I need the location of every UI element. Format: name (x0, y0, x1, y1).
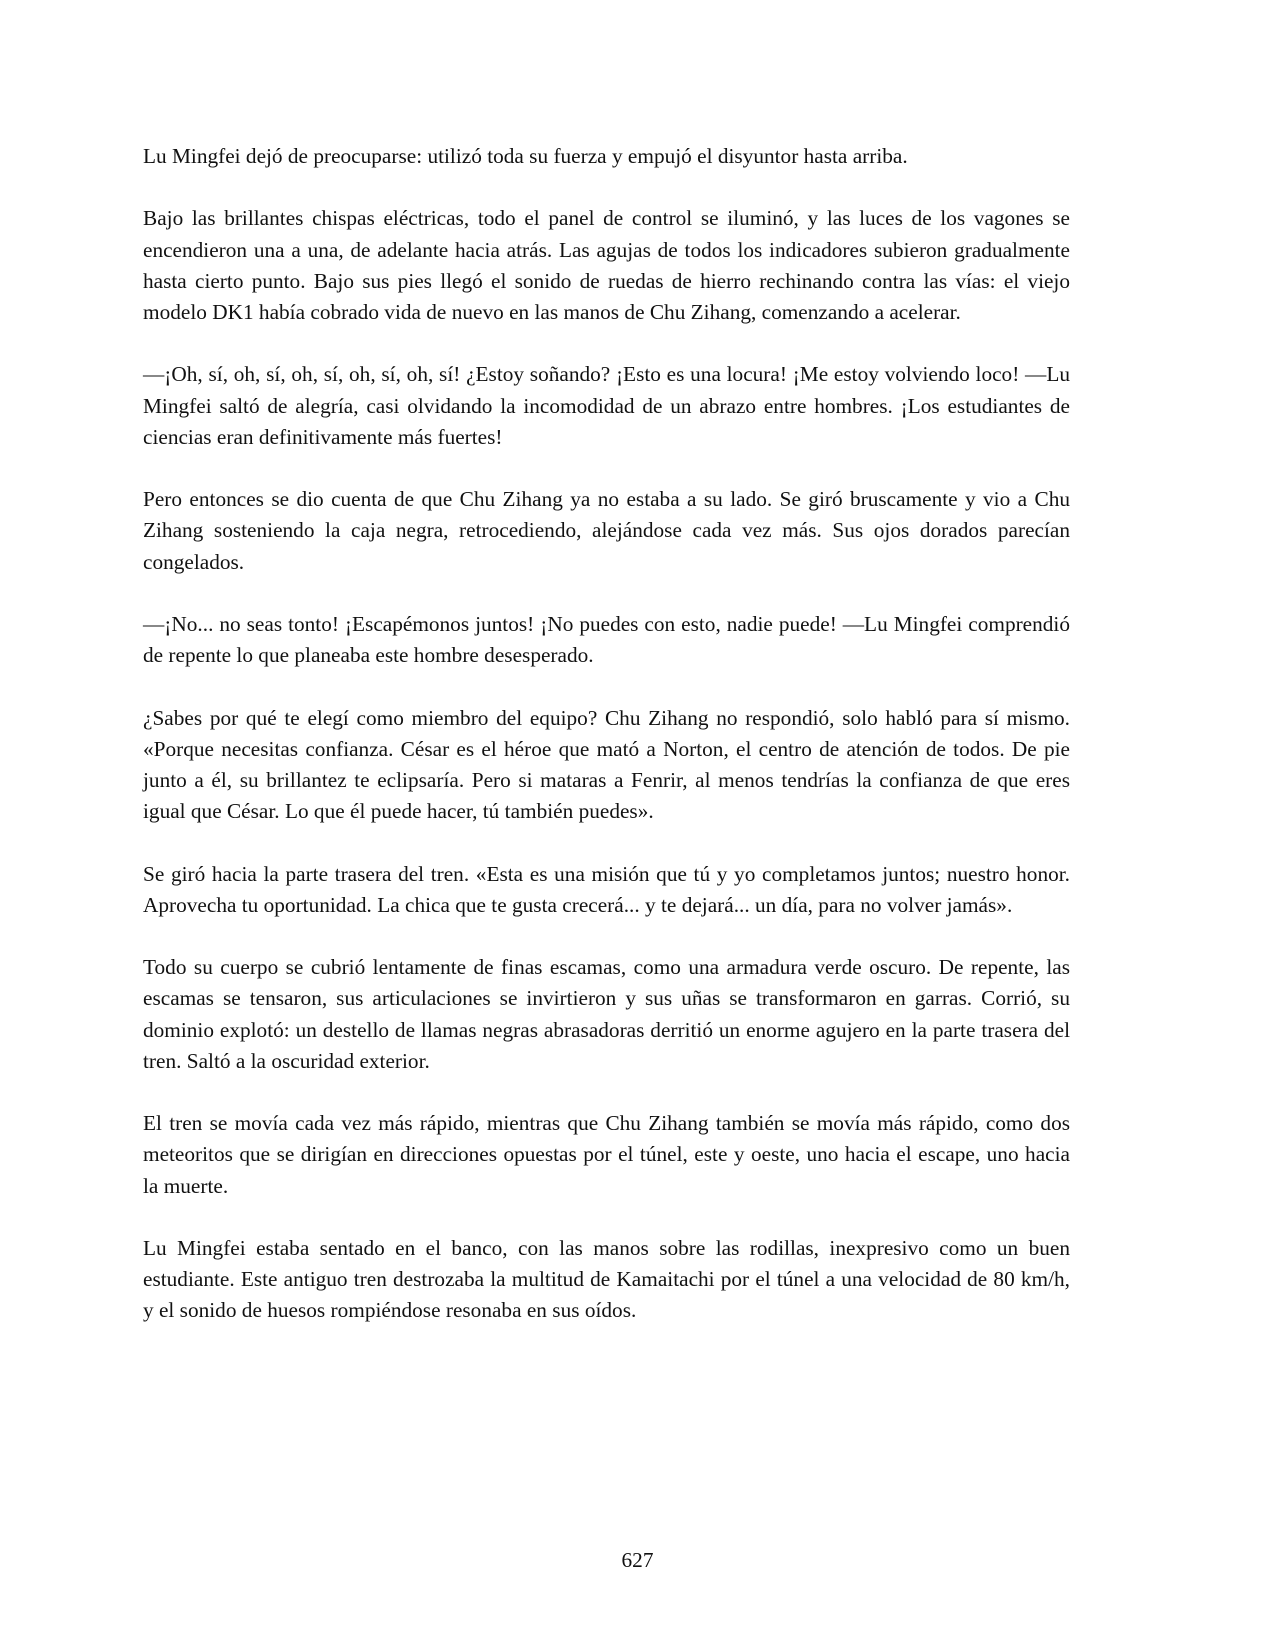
paragraph-6: ¿Sabes por qué te elegí como miembro del equipo? Chu Zihang no respondió, solo habló para sí mismo. «Porque necesitas confianza. César es el héroe que mató a Norton, el centro de atención de todos. De pie junto a él, su brillantez te eclipsaría. Pero si mataras a Fenrir, al menos tendrías la confianza de que eres igual que César. Lo que él puede hacer, tú también puedes». (143, 705, 1070, 824)
paragraph-3: —¡Oh, sí, oh, sí, oh, sí, oh, sí, oh, sí! ¿Estoy soñando? ¡Esto es una locura! ¡Me estoy volviendo loco! —Lu Mingfei saltó de alegría, casi olvidando la incomodidad de un abrazo entre hombres. ¡Los estudiantes de ciencias eran definitivamente más fuertes! (143, 362, 1070, 449)
paragraph-4: Pero entonces se dio cuenta de que Chu Zihang ya no estaba a su lado. Se giró bruscamente y vio a Chu Zihang sosteniendo la caja negra, retrocediendo, alejándose cada vez más. Sus ojos dorados parecían congelados. (143, 487, 1070, 574)
paragraph-2: Bajo las brillantes chispas eléctricas, todo el panel de control se iluminó, y las luces de los vagones se encendieron una a una, de adelante hacia atrás. Las agujas de todos los indicadores subieron gradualmente hasta cierto punto. Bajo sus pies llegó el sonido de ruedas de hierro rechinando contra las vías: el viejo modelo DK1 había cobrado vida de nuevo en las manos de Chu Zihang, comenzando a acelerar. (143, 206, 1070, 324)
paragraph-7: Se giró hacia la parte trasera del tren. «Esta es una misión que tú y yo completamos juntos; nuestro honor. Aprovecha tu oportunidad. La chica que te gusta crecerá... y te dejará... un día, para no volver jamás». (143, 861, 1070, 917)
paragraph-10: Lu Mingfei estaba sentado en el banco, con las manos sobre las rodillas, inexpresivo como un buen estudiante. Este antiguo tren destrozaba la multitud de Kamaitachi por el túnel a una velocidad de 80 km/h, y el sonido de huesos rompiéndose resonaba en sus oídos. (143, 1235, 1070, 1323)
page-number: 627 (621, 1548, 654, 1572)
paragraph-1: Lu Mingfei dejó de preocuparse: utilizó toda su fuerza y empujó el disyuntor hasta arriba. (143, 144, 908, 168)
paragraph-5: —¡No... no seas tonto! ¡Escapémonos juntos! ¡No puedes con esto, nadie puede! —Lu Mingfei comprendió de repente lo que planeaba este hombre desesperado. (143, 611, 1070, 668)
paragraph-9: El tren se movía cada vez más rápido, mientras que Chu Zihang también se movía más rápido, como dos meteoritos que se dirigían en direcciones opuestas por el túnel, este y oeste, uno hacia el escape, uno hacia la muerte. (143, 1111, 1070, 1198)
body-text (143, 141, 1070, 1358)
paragraph-8: Todo su cuerpo se cubrió lentamente de finas escamas, como una armadura verde oscuro. De repente, las escamas se tensaron, sus articulaciones se invirtieron y sus uñas se transformaron en garras. Corrió, su dominio explotó: un destello de llamas negras abrasadoras derritió un enorme agujero en la parte trasera del tren. Saltó a la oscuridad exterior. (143, 955, 1070, 1073)
